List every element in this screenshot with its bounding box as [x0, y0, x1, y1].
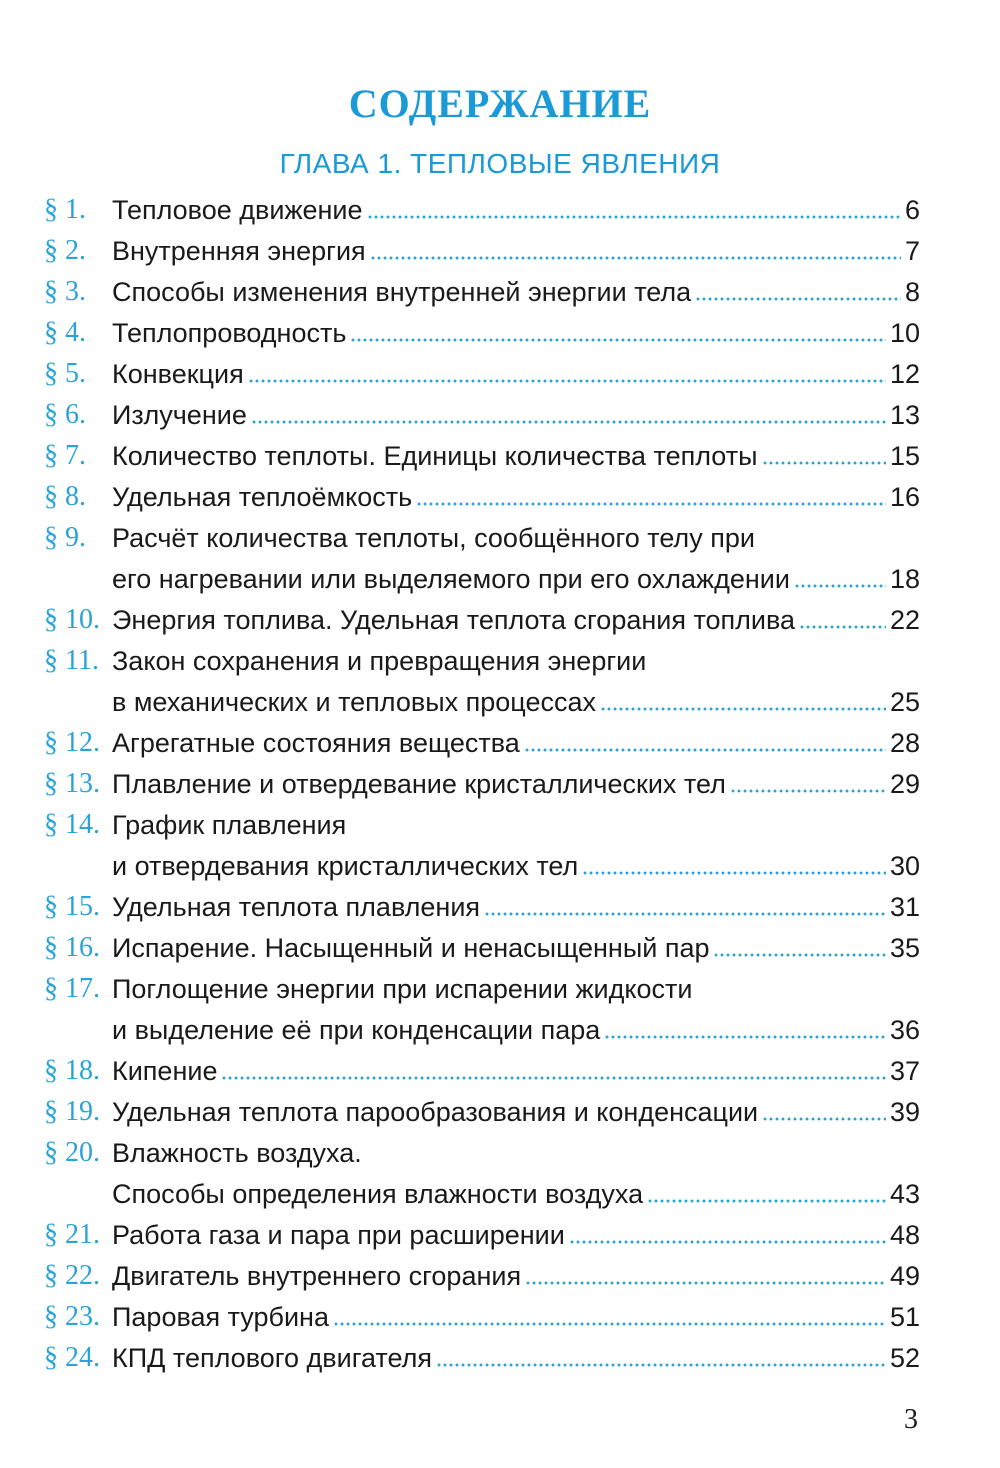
toc-entry: [44, 1139, 920, 1208]
dot-leader: [221, 1076, 885, 1080]
section-title-line: Закон сохранения и превращения энергии: [112, 646, 647, 676]
section-number: § 6.: [44, 399, 86, 430]
chapter-heading: ГЛАВА 1. ТЕПЛОВЫЕ ЯВЛЕНИЯ: [279, 148, 721, 179]
section-title: Паровая турбина: [112, 1302, 329, 1332]
section-page-number: 49: [889, 1261, 920, 1291]
toc-entry: [44, 360, 920, 388]
section-title: Тепловое движение: [112, 195, 363, 225]
section-page-number: 13: [889, 400, 920, 430]
section-page-number: 30: [889, 851, 920, 881]
dot-leader: [799, 625, 886, 629]
dot-leader: [569, 1240, 886, 1244]
toc-entry: [44, 524, 920, 593]
dot-leader: [248, 379, 886, 383]
section-page-number: 18: [889, 564, 920, 594]
toc-entry: [44, 893, 920, 921]
section-title: Способы изменения внутренней энергии тела: [112, 277, 692, 307]
section-number: § 3.: [44, 276, 86, 307]
section-page-number: 25: [889, 687, 920, 717]
section-title: Теплопроводность: [112, 318, 347, 348]
section-title: его нагревании или выделяемого при его охлаждении: [112, 564, 790, 594]
section-number: § 20.: [44, 1137, 100, 1168]
section-title: Плавление и отвердевание кристаллических тел: [112, 769, 726, 799]
section-title-line: Поглощение энергии при испарении жидкости: [112, 974, 693, 1004]
toc-entry: [44, 1098, 920, 1126]
section-title-line: График плавления: [112, 810, 347, 840]
section-title: Излучение: [112, 400, 247, 430]
dot-leader: [350, 338, 886, 342]
dot-leader: [730, 789, 886, 793]
dot-leader: [695, 297, 901, 301]
section-title: в механических и тепловых процессах: [112, 687, 596, 717]
section-title: Количество теплоты. Единицы количества теплоты: [112, 441, 758, 471]
toc-entry: [44, 1344, 920, 1372]
dot-leader: [604, 1035, 886, 1039]
dot-leader: [762, 1117, 886, 1121]
toc-entry: [44, 811, 920, 880]
page-number: 3: [904, 1404, 918, 1435]
section-number: § 17.: [44, 973, 100, 1004]
dot-leader: [484, 912, 886, 916]
section-number: § 19.: [44, 1096, 100, 1127]
toc-entry: [44, 975, 920, 1044]
section-number: § 2.: [44, 235, 86, 266]
dot-leader: [436, 1363, 886, 1367]
section-number: § 24.: [44, 1342, 100, 1373]
section-number: § 18.: [44, 1055, 100, 1086]
toc-entry: [44, 1057, 920, 1085]
dot-leader: [416, 502, 886, 506]
toc-entry: [44, 1262, 920, 1290]
toc-entry: [44, 729, 920, 757]
section-title: КПД теплового двигателя: [112, 1343, 432, 1373]
section-number: § 22.: [44, 1260, 100, 1291]
dot-leader: [333, 1322, 886, 1326]
section-number: § 23.: [44, 1301, 100, 1332]
section-title: Испарение. Насыщенный и ненасыщенный пар: [112, 933, 710, 963]
toc-entry: [44, 278, 920, 306]
section-title: Агрегатные состояния вещества: [112, 728, 520, 758]
dot-leader: [370, 256, 901, 260]
toc-entry: [44, 237, 920, 265]
section-number: § 7.: [44, 440, 86, 471]
section-title: Двигатель внутреннего сгорания: [112, 1261, 522, 1291]
section-page-number: 28: [889, 728, 920, 758]
dot-leader: [251, 420, 886, 424]
section-page-number: 6: [904, 195, 920, 225]
section-title: Внутренняя энергия: [112, 236, 366, 266]
toc-entry: [44, 934, 920, 962]
section-page-number: 7: [904, 236, 920, 266]
dot-leader: [600, 707, 886, 711]
toc-entry: [44, 1303, 920, 1331]
section-number: § 13.: [44, 768, 100, 799]
table-of-contents: [44, 196, 920, 1385]
section-page-number: 8: [904, 277, 920, 307]
dot-leader: [647, 1199, 886, 1203]
toc-entry: [44, 319, 920, 347]
dot-leader: [794, 584, 886, 588]
section-page-number: 35: [889, 933, 920, 963]
dot-leader: [524, 748, 886, 752]
section-title: Энергия топлива. Удельная теплота сгорания топлива: [112, 605, 796, 635]
section-number: § 12.: [44, 727, 100, 758]
dot-leader: [582, 871, 886, 875]
dot-leader: [367, 215, 901, 219]
section-number: § 15.: [44, 891, 100, 922]
section-page-number: 16: [889, 482, 920, 512]
section-number: § 10.: [44, 604, 100, 635]
section-page-number: 43: [889, 1179, 920, 1209]
section-title: Способы определения влажности воздуха: [112, 1179, 644, 1209]
section-page-number: 37: [889, 1056, 920, 1086]
section-title: Кипение: [112, 1056, 218, 1086]
section-page-number: 36: [889, 1015, 920, 1045]
toc-entry: [44, 401, 920, 429]
page-title: СОДЕРЖАНИЕ: [348, 81, 652, 126]
dot-leader: [762, 461, 886, 465]
section-number: § 5.: [44, 358, 86, 389]
section-page-number: 22: [889, 605, 920, 635]
section-title: и выделение её при конденсации пара: [112, 1015, 601, 1045]
dot-leader: [525, 1281, 886, 1285]
section-number: § 9.: [44, 522, 86, 553]
toc-entry: [44, 647, 920, 716]
section-page-number: 48: [889, 1220, 920, 1250]
toc-entry: [44, 770, 920, 798]
section-number: § 11.: [44, 645, 99, 676]
section-number: § 8.: [44, 481, 86, 512]
section-page-number: 12: [889, 359, 920, 389]
section-title-line: Расчёт количества теплоты, сообщённого телу при: [112, 523, 755, 553]
section-number: § 1.: [44, 194, 86, 225]
toc-entry: [44, 1221, 920, 1249]
section-title: Удельная теплота плавления: [112, 892, 481, 922]
toc-entry: [44, 442, 920, 470]
section-number: § 14.: [44, 809, 100, 840]
section-title: Конвекция: [112, 359, 244, 389]
section-number: § 16.: [44, 932, 100, 963]
section-page-number: 51: [889, 1302, 920, 1332]
section-title-line: Влажность воздуха.: [112, 1138, 362, 1168]
section-title: Удельная теплоёмкость: [112, 482, 413, 512]
section-page-number: 10: [889, 318, 920, 348]
section-page-number: 15: [889, 441, 920, 471]
section-title: Работа газа и пара при расширении: [112, 1220, 565, 1250]
section-title: Удельная теплота парообразования и конденсации: [112, 1097, 759, 1127]
section-number: § 21.: [44, 1219, 100, 1250]
section-page-number: 31: [889, 892, 920, 922]
toc-entry: [44, 196, 920, 224]
section-page-number: 29: [889, 769, 920, 799]
toc-entry: [44, 483, 920, 511]
section-number: § 4.: [44, 317, 86, 348]
toc-entry: [44, 606, 920, 634]
dot-leader: [713, 953, 885, 957]
section-page-number: 39: [889, 1097, 920, 1127]
section-page-number: 52: [889, 1343, 920, 1373]
section-title: и отвердевания кристаллических тел: [112, 851, 579, 881]
